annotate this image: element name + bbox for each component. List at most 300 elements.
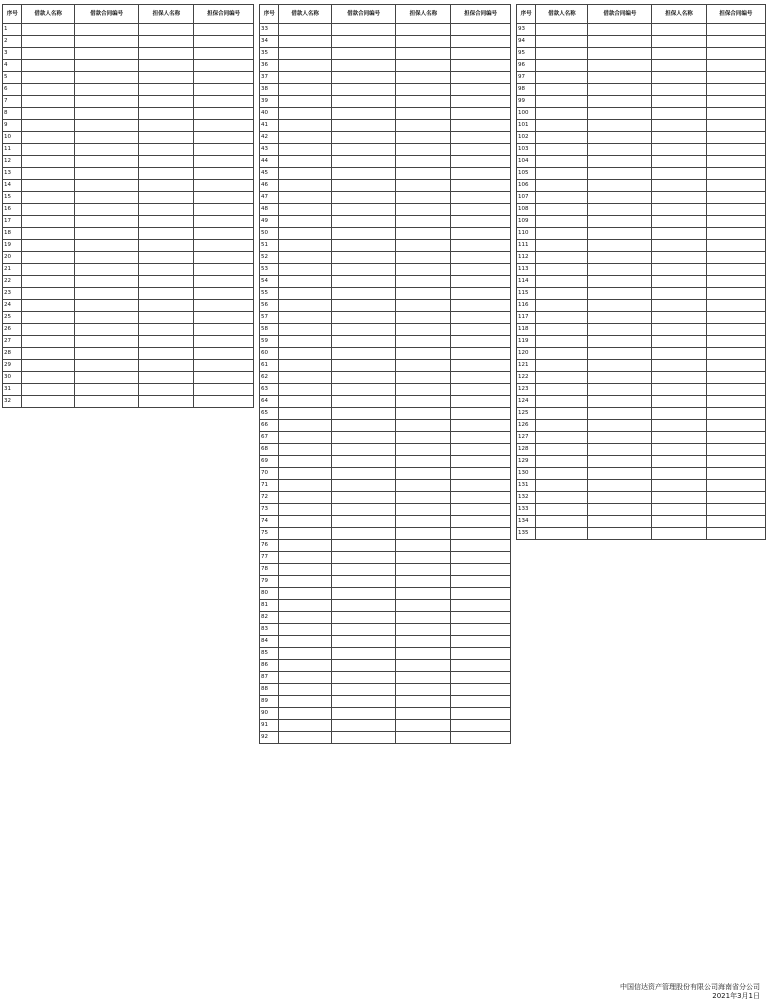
row-contract <box>331 348 395 360</box>
table-row <box>517 168 766 180</box>
row-no: 20 <box>3 252 22 264</box>
row-contract <box>74 120 138 132</box>
table-row <box>260 396 511 408</box>
row-contract <box>74 252 138 264</box>
row-guarantor <box>652 432 706 444</box>
row-contract <box>331 456 395 468</box>
row-contract <box>331 696 395 708</box>
row-guarantor <box>396 432 451 444</box>
table-row <box>260 660 511 672</box>
row-guarantor <box>652 444 706 456</box>
row-guarantee-contract <box>706 420 765 432</box>
table-row <box>260 612 511 624</box>
table-row <box>517 420 766 432</box>
row-borrower <box>22 156 75 168</box>
row-borrower <box>536 360 588 372</box>
table-row <box>3 276 254 288</box>
row-contract <box>74 96 138 108</box>
row-guarantee-contract <box>194 252 254 264</box>
row-guarantee-contract <box>451 648 511 660</box>
row-no: 68 <box>260 444 279 456</box>
table-row <box>260 180 511 192</box>
row-guarantee-contract <box>706 216 765 228</box>
row-contract <box>331 312 395 324</box>
issuer-name: 中国信达资产管理股份有限公司海南省分公司 <box>620 982 760 991</box>
row-no: 60 <box>260 348 279 360</box>
table-body <box>260 24 511 744</box>
row-guarantor <box>396 552 451 564</box>
row-no: 73 <box>260 504 279 516</box>
row-no: 85 <box>260 648 279 660</box>
row-guarantor <box>139 228 194 240</box>
row-guarantee-contract <box>451 504 511 516</box>
table-row <box>260 48 511 60</box>
row-guarantor <box>396 480 451 492</box>
row-guarantee-contract <box>706 48 765 60</box>
row-contract <box>74 288 138 300</box>
row-borrower <box>279 540 332 552</box>
row-no: 8 <box>3 108 22 120</box>
row-guarantee-contract <box>194 132 254 144</box>
row-no: 96 <box>517 60 536 72</box>
row-guarantor <box>652 492 706 504</box>
table-row <box>260 156 511 168</box>
table-row <box>260 540 511 552</box>
row-guarantee-contract <box>451 264 511 276</box>
row-contract <box>331 264 395 276</box>
table-row <box>260 120 511 132</box>
row-guarantee-contract <box>451 204 511 216</box>
row-guarantee-contract <box>706 528 765 540</box>
row-guarantee-contract <box>451 468 511 480</box>
table-row <box>517 360 766 372</box>
table-row <box>260 636 511 648</box>
row-guarantor <box>139 276 194 288</box>
row-guarantee-contract <box>706 72 765 84</box>
row-guarantor <box>139 36 194 48</box>
row-guarantee-contract <box>451 192 511 204</box>
table-row <box>260 696 511 708</box>
row-guarantor <box>396 264 451 276</box>
header-borrower: 借款人名称 <box>22 5 75 24</box>
table-row <box>517 204 766 216</box>
row-contract <box>588 144 652 156</box>
row-guarantor <box>396 300 451 312</box>
table-row <box>3 24 254 36</box>
row-guarantee-contract <box>194 360 254 372</box>
row-borrower <box>279 624 332 636</box>
row-no: 118 <box>517 324 536 336</box>
table-row <box>260 480 511 492</box>
row-contract <box>588 60 652 72</box>
row-borrower <box>22 144 75 156</box>
table-row <box>3 324 254 336</box>
row-guarantee-contract <box>194 60 254 72</box>
row-borrower <box>279 396 332 408</box>
row-guarantee-contract <box>194 168 254 180</box>
row-guarantor <box>652 300 706 312</box>
table-row <box>517 300 766 312</box>
row-guarantor <box>652 108 706 120</box>
row-borrower <box>536 444 588 456</box>
row-contract <box>331 204 395 216</box>
row-contract <box>588 48 652 60</box>
row-no: 115 <box>517 288 536 300</box>
row-borrower <box>22 240 75 252</box>
row-no: 135 <box>517 528 536 540</box>
table-row <box>260 468 511 480</box>
row-contract <box>331 144 395 156</box>
row-contract <box>74 156 138 168</box>
row-no: 103 <box>517 144 536 156</box>
table-row <box>3 228 254 240</box>
table-row <box>517 156 766 168</box>
row-no: 47 <box>260 192 279 204</box>
table-row <box>517 528 766 540</box>
row-guarantee-contract <box>451 516 511 528</box>
row-no: 81 <box>260 600 279 612</box>
row-borrower <box>536 468 588 480</box>
row-no: 100 <box>517 108 536 120</box>
row-contract <box>331 624 395 636</box>
table-row <box>260 732 511 744</box>
row-guarantee-contract <box>706 480 765 492</box>
table-row <box>260 492 511 504</box>
row-guarantor <box>652 324 706 336</box>
row-contract <box>331 504 395 516</box>
row-contract <box>588 420 652 432</box>
row-contract <box>588 312 652 324</box>
row-guarantor <box>396 180 451 192</box>
row-guarantor <box>396 540 451 552</box>
row-guarantee-contract <box>706 468 765 480</box>
row-contract <box>331 660 395 672</box>
table-row <box>517 288 766 300</box>
table-row <box>517 468 766 480</box>
row-no: 51 <box>260 240 279 252</box>
row-guarantor <box>139 60 194 72</box>
row-borrower <box>279 84 332 96</box>
table-row <box>517 432 766 444</box>
row-borrower <box>22 180 75 192</box>
row-no: 43 <box>260 144 279 156</box>
row-no: 109 <box>517 216 536 228</box>
row-borrower <box>22 360 75 372</box>
row-guarantee-contract <box>194 24 254 36</box>
row-no: 22 <box>3 276 22 288</box>
row-borrower <box>536 180 588 192</box>
row-guarantor <box>396 144 451 156</box>
row-contract <box>74 384 138 396</box>
table-row <box>3 168 254 180</box>
table-row <box>517 48 766 60</box>
row-guarantee-contract <box>451 324 511 336</box>
row-guarantor <box>396 672 451 684</box>
row-guarantee-contract <box>451 552 511 564</box>
row-borrower <box>22 396 75 408</box>
row-guarantee-contract <box>451 696 511 708</box>
row-contract <box>588 408 652 420</box>
row-no: 70 <box>260 468 279 480</box>
table-row <box>3 240 254 252</box>
row-guarantor <box>396 360 451 372</box>
table-row <box>260 228 511 240</box>
row-borrower <box>279 276 332 288</box>
row-no: 2 <box>3 36 22 48</box>
table-row <box>3 336 254 348</box>
row-guarantor <box>139 384 194 396</box>
row-no: 121 <box>517 360 536 372</box>
row-no: 86 <box>260 660 279 672</box>
row-no: 19 <box>3 240 22 252</box>
row-guarantee-contract <box>451 312 511 324</box>
row-guarantor <box>396 336 451 348</box>
row-guarantor <box>652 240 706 252</box>
row-contract <box>331 528 395 540</box>
table-row <box>3 384 254 396</box>
table-row <box>517 336 766 348</box>
table-row <box>517 108 766 120</box>
row-guarantor <box>396 564 451 576</box>
row-borrower <box>536 204 588 216</box>
row-no: 17 <box>3 216 22 228</box>
row-borrower <box>279 348 332 360</box>
row-guarantor <box>652 192 706 204</box>
row-no: 89 <box>260 696 279 708</box>
table-row <box>517 312 766 324</box>
row-borrower <box>279 528 332 540</box>
table-row <box>3 60 254 72</box>
table-row <box>517 36 766 48</box>
row-guarantor <box>139 288 194 300</box>
row-guarantee-contract <box>194 348 254 360</box>
row-guarantee-contract <box>706 432 765 444</box>
row-guarantee-contract <box>706 504 765 516</box>
row-no: 57 <box>260 312 279 324</box>
row-contract <box>331 360 395 372</box>
row-guarantor <box>396 408 451 420</box>
row-borrower <box>22 300 75 312</box>
row-no: 92 <box>260 732 279 744</box>
table-row <box>260 432 511 444</box>
table-row <box>260 372 511 384</box>
table-row <box>3 252 254 264</box>
row-borrower <box>279 408 332 420</box>
row-guarantor <box>396 324 451 336</box>
row-guarantee-contract <box>194 300 254 312</box>
row-borrower <box>536 384 588 396</box>
row-no: 56 <box>260 300 279 312</box>
row-guarantor <box>652 168 706 180</box>
row-contract <box>588 240 652 252</box>
row-guarantee-contract <box>706 168 765 180</box>
row-no: 9 <box>3 120 22 132</box>
row-guarantor <box>396 288 451 300</box>
row-borrower <box>279 480 332 492</box>
row-guarantor <box>652 48 706 60</box>
row-no: 104 <box>517 156 536 168</box>
row-guarantee-contract <box>451 684 511 696</box>
row-guarantor <box>139 192 194 204</box>
row-contract <box>588 276 652 288</box>
row-contract <box>331 444 395 456</box>
row-guarantee-contract <box>451 276 511 288</box>
row-contract <box>74 192 138 204</box>
row-guarantor <box>396 468 451 480</box>
row-no: 46 <box>260 180 279 192</box>
row-borrower <box>279 72 332 84</box>
row-contract <box>331 276 395 288</box>
row-contract <box>74 228 138 240</box>
table-row <box>517 492 766 504</box>
row-no: 119 <box>517 336 536 348</box>
row-guarantee-contract <box>706 288 765 300</box>
row-borrower <box>536 312 588 324</box>
row-borrower <box>22 168 75 180</box>
row-guarantor <box>652 384 706 396</box>
row-borrower <box>536 300 588 312</box>
row-guarantor <box>139 240 194 252</box>
row-borrower <box>279 384 332 396</box>
table-row <box>260 144 511 156</box>
row-guarantee-contract <box>451 144 511 156</box>
table-row <box>260 684 511 696</box>
header-guarantee-contract: 担保合同编号 <box>706 5 765 24</box>
row-guarantee-contract <box>706 240 765 252</box>
row-contract <box>331 84 395 96</box>
row-no: 76 <box>260 540 279 552</box>
table-row <box>260 96 511 108</box>
row-borrower <box>536 264 588 276</box>
row-guarantee-contract <box>451 240 511 252</box>
row-guarantee-contract <box>706 24 765 36</box>
row-borrower <box>22 336 75 348</box>
table-row <box>517 180 766 192</box>
row-guarantee-contract <box>706 300 765 312</box>
row-guarantee-contract <box>451 540 511 552</box>
row-borrower <box>536 348 588 360</box>
row-no: 79 <box>260 576 279 588</box>
row-borrower <box>22 96 75 108</box>
row-contract <box>331 468 395 480</box>
row-borrower <box>22 384 75 396</box>
row-no: 69 <box>260 456 279 468</box>
row-guarantor <box>652 504 706 516</box>
row-guarantee-contract <box>451 444 511 456</box>
row-contract <box>588 24 652 36</box>
row-guarantee-contract <box>706 456 765 468</box>
row-contract <box>331 36 395 48</box>
row-borrower <box>279 36 332 48</box>
row-no: 132 <box>517 492 536 504</box>
row-no: 59 <box>260 336 279 348</box>
table-row <box>260 324 511 336</box>
row-contract <box>331 480 395 492</box>
row-guarantor <box>396 48 451 60</box>
table-row <box>260 276 511 288</box>
row-contract <box>588 84 652 96</box>
table-row <box>517 456 766 468</box>
row-guarantor <box>139 336 194 348</box>
row-no: 10 <box>3 132 22 144</box>
row-contract <box>331 588 395 600</box>
row-borrower <box>279 108 332 120</box>
row-borrower <box>279 708 332 720</box>
row-guarantee-contract <box>451 432 511 444</box>
row-guarantor <box>652 516 706 528</box>
row-guarantee-contract <box>451 360 511 372</box>
header-guarantor: 担保人名称 <box>652 5 706 24</box>
row-guarantee-contract <box>194 120 254 132</box>
row-no: 49 <box>260 216 279 228</box>
table-row <box>517 96 766 108</box>
row-borrower <box>536 492 588 504</box>
row-contract <box>331 552 395 564</box>
row-contract <box>588 120 652 132</box>
row-guarantor <box>139 132 194 144</box>
table-row <box>260 588 511 600</box>
row-borrower <box>22 264 75 276</box>
row-no: 64 <box>260 396 279 408</box>
row-guarantor <box>139 372 194 384</box>
row-no: 107 <box>517 192 536 204</box>
row-guarantor <box>652 132 706 144</box>
row-no: 24 <box>3 300 22 312</box>
row-no: 50 <box>260 228 279 240</box>
row-guarantee-contract <box>451 156 511 168</box>
table-row <box>3 396 254 408</box>
debt-table-part-2 <box>259 4 511 744</box>
row-guarantee-contract <box>706 180 765 192</box>
row-borrower <box>536 84 588 96</box>
row-contract <box>331 492 395 504</box>
row-contract <box>588 132 652 144</box>
row-guarantee-contract <box>194 144 254 156</box>
row-guarantee-contract <box>451 720 511 732</box>
row-contract <box>331 384 395 396</box>
row-contract <box>74 372 138 384</box>
row-guarantee-contract <box>706 276 765 288</box>
row-guarantor <box>652 36 706 48</box>
row-guarantee-contract <box>706 444 765 456</box>
row-no: 67 <box>260 432 279 444</box>
row-no: 98 <box>517 84 536 96</box>
row-contract <box>74 60 138 72</box>
row-guarantor <box>396 348 451 360</box>
row-guarantor <box>396 612 451 624</box>
row-contract <box>588 396 652 408</box>
header-guarantor: 担保人名称 <box>396 5 451 24</box>
row-contract <box>74 48 138 60</box>
row-borrower <box>279 696 332 708</box>
row-borrower <box>536 480 588 492</box>
table-row <box>3 300 254 312</box>
row-borrower <box>536 108 588 120</box>
table-row <box>260 36 511 48</box>
row-borrower <box>536 504 588 516</box>
row-no: 102 <box>517 132 536 144</box>
row-guarantor <box>652 336 706 348</box>
row-guarantee-contract <box>451 96 511 108</box>
row-guarantee-contract <box>194 204 254 216</box>
row-guarantee-contract <box>451 732 511 744</box>
row-borrower <box>22 24 75 36</box>
row-guarantee-contract <box>194 108 254 120</box>
row-no: 26 <box>3 324 22 336</box>
row-no: 101 <box>517 120 536 132</box>
row-contract <box>331 24 395 36</box>
row-guarantee-contract <box>706 96 765 108</box>
